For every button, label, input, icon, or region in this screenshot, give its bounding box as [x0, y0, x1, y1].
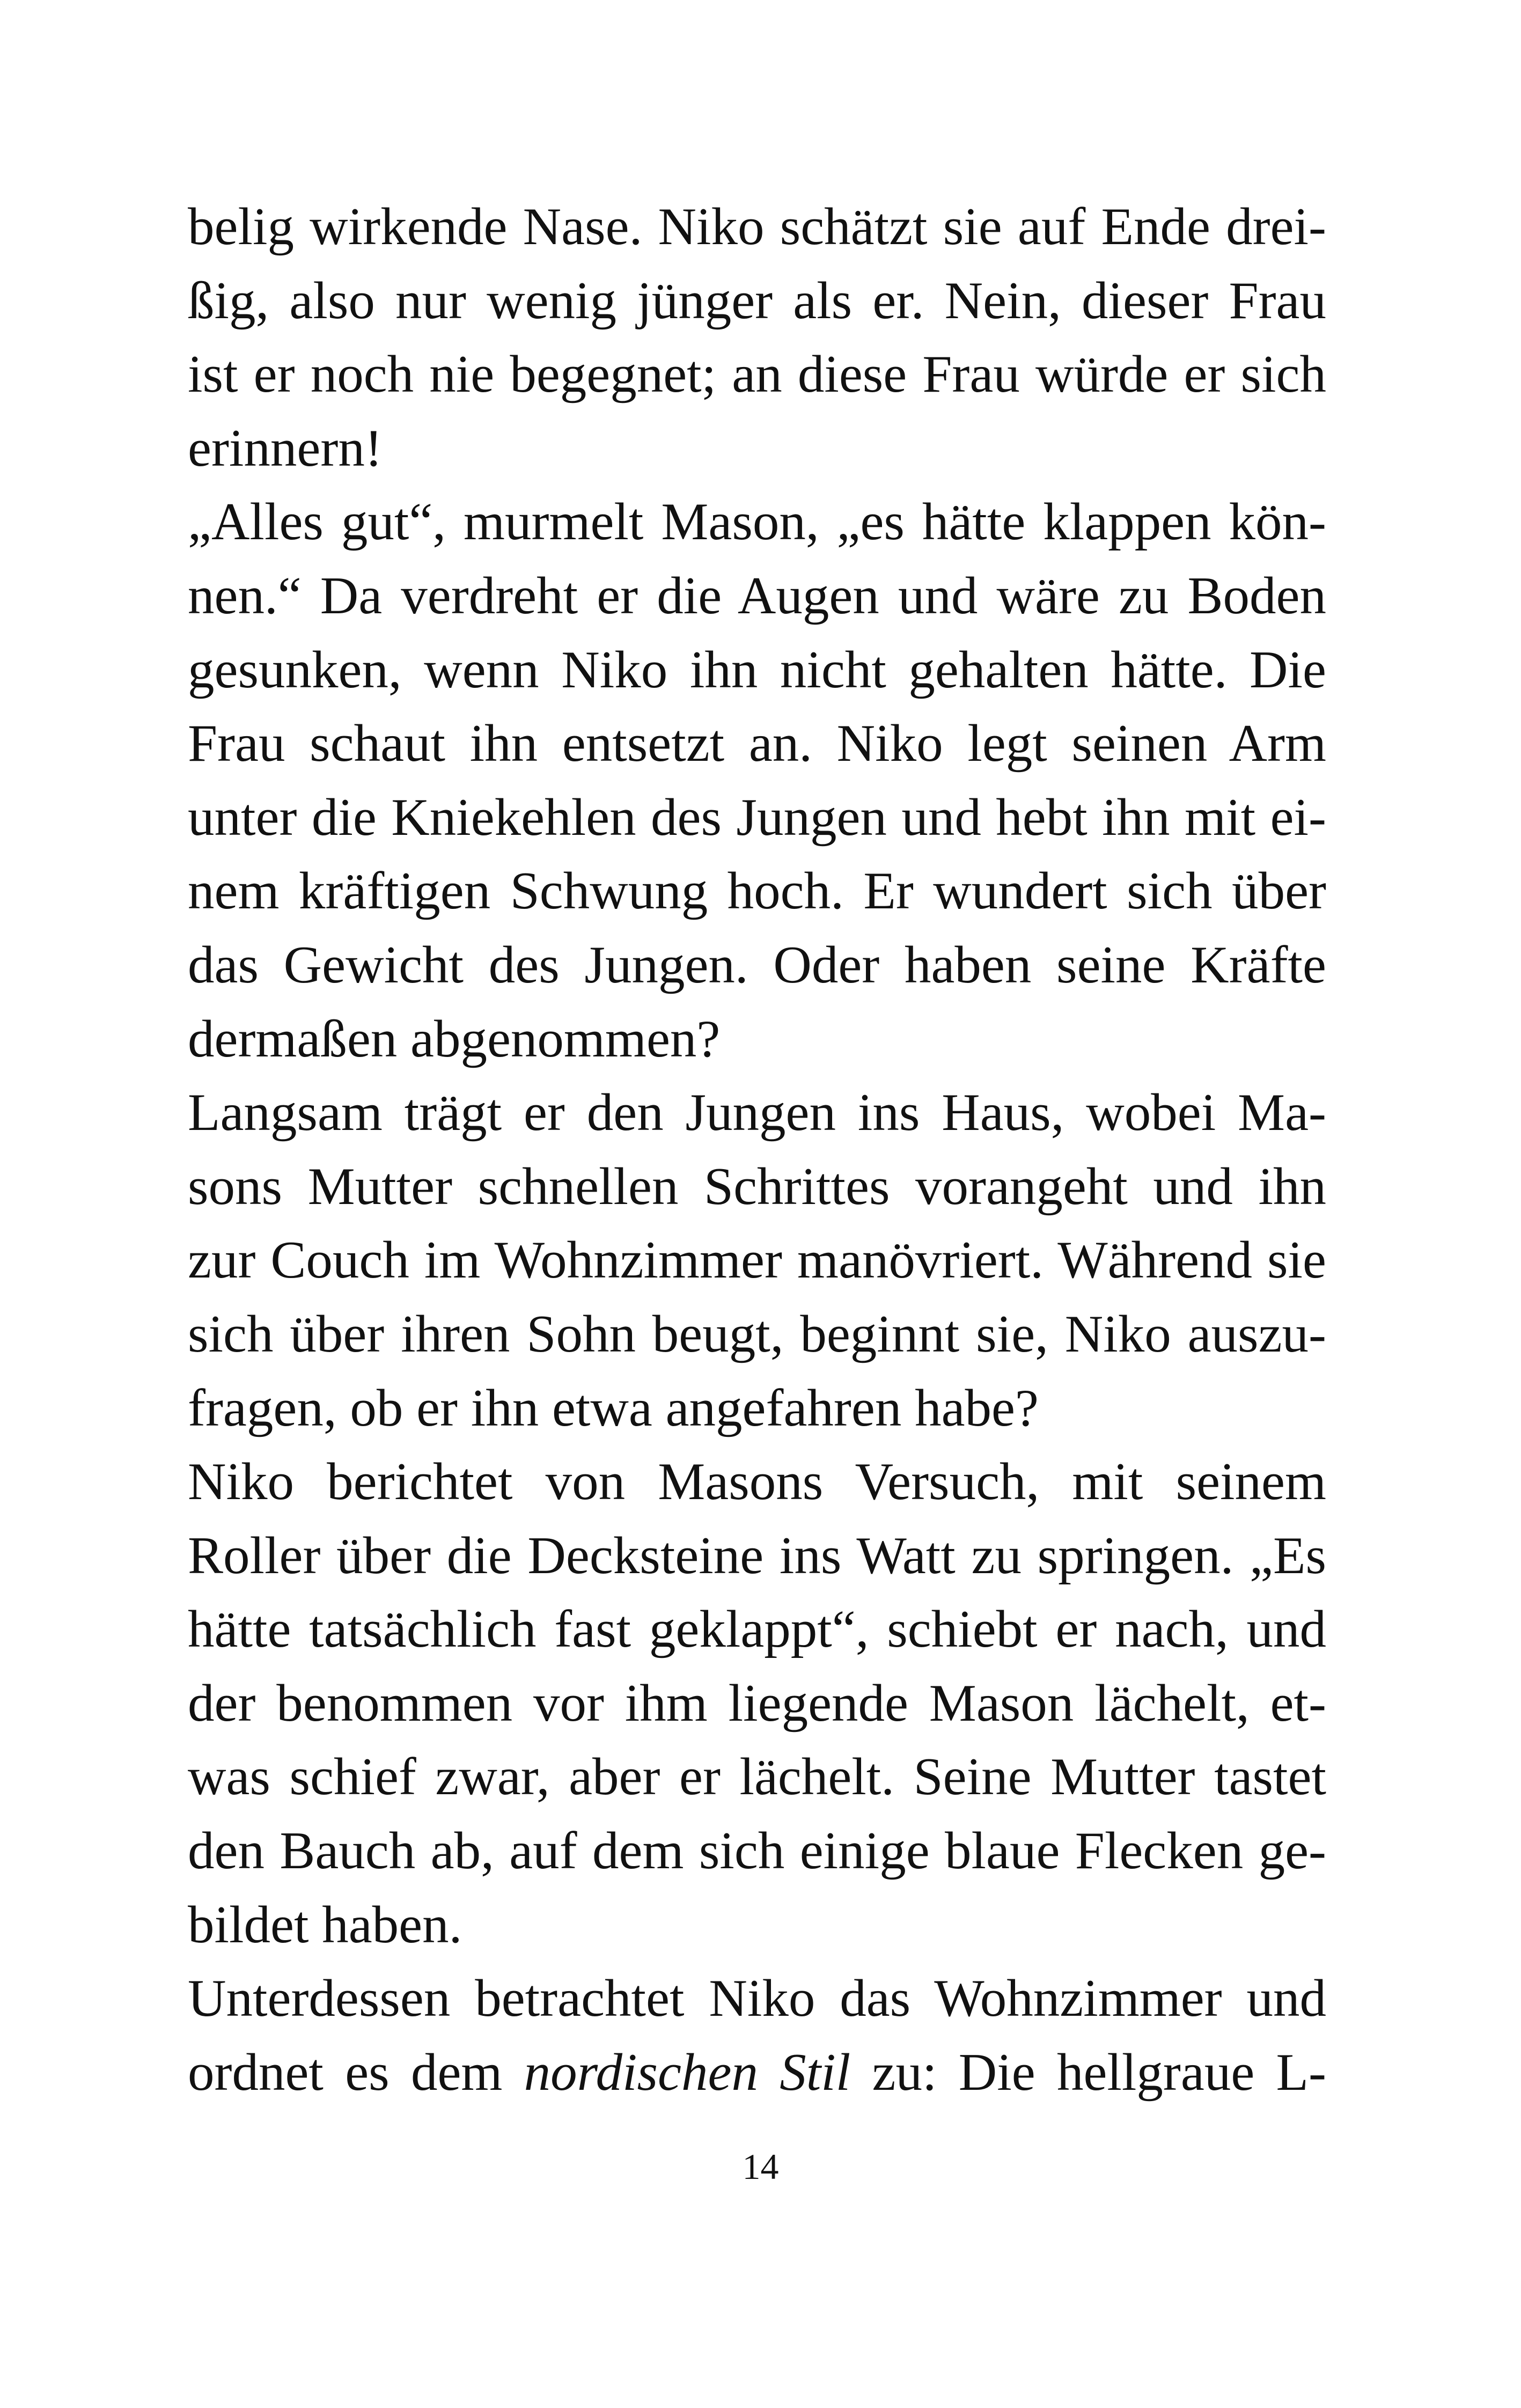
text-line: ßig, also nur wenig jünger als er. Nein, dieser Frau	[188, 271, 1326, 330]
text-line	[188, 2036, 1326, 2110]
text-line: Langsam trägt er den Jungen ins Haus, wobei Ma-	[188, 1083, 1326, 1142]
page-number: 14	[742, 2146, 779, 2187]
text-line: das Gewicht des Jungen. Oder haben seine Kräfte	[188, 935, 1326, 994]
text-line: der benommen vor ihm liegende Mason lächelt, et-	[188, 1673, 1326, 1732]
text-line: unter die Kniekehlen des Jungen und hebt ihn mit ei-	[188, 788, 1326, 847]
text-line: nen.“ Da verdreht er die Augen und wäre zu Boden	[188, 566, 1326, 625]
text-line: dermaßen abgenommen?	[188, 1009, 721, 1068]
text-line: Niko berichtet von Masons Versuch, mit seinem	[188, 1452, 1326, 1511]
text-line: nem kräftigen Schwung hoch. Er wundert sich über	[188, 862, 1326, 921]
body-text	[188, 190, 1326, 2109]
text-line: erinnern!	[188, 419, 383, 478]
text-line: belig wirkende Nase. Niko schätzt sie auf Ende drei-	[188, 197, 1326, 256]
text-line: Frau schaut ihn entsetzt an. Niko legt seinen Arm	[188, 714, 1326, 773]
text-line: gesunken, wenn Niko ihn nicht gehalten hätte. Die	[188, 640, 1326, 699]
text-line: hätte tatsächlich fast geklappt“, schiebt er nach, und	[188, 1600, 1326, 1659]
text-line: fragen, ob er ihn etwa angefahren habe?	[188, 1378, 1039, 1437]
text-line: was schief zwar, aber er lächelt. Seine Mutter tastet	[188, 1748, 1326, 1807]
text-line: Unterdessen betrachtet Niko das Wohnzimmer und	[188, 1969, 1326, 2028]
text-line: den Bauch ab, auf dem sich einige blaue Flecken ge-	[188, 1822, 1326, 1881]
text-line: zur Couch im Wohnzimmer manövriert. Während sie	[188, 1231, 1326, 1290]
italic-phrase: nordischen Stil	[524, 2043, 851, 2102]
text-line: bildet haben.	[188, 1895, 462, 1954]
text-line: ist er noch nie begegnet; an diese Frau würde er sich	[188, 345, 1326, 404]
text-line: Roller über die Decksteine ins Watt zu springen. „Es	[188, 1526, 1326, 1585]
text-line: „Alles gut“, murmelt Mason, „es hätte klappen kön-	[188, 493, 1326, 552]
text-segment: zu: Die hellgraue L-	[850, 2043, 1326, 2102]
text-line: sich über ihren Sohn beugt, beginnt sie, Niko auszu-	[188, 1304, 1326, 1363]
text-segment: ordnet es dem	[188, 2043, 524, 2102]
text-line: sons Mutter schnellen Schrittes vorangeht und ihn	[188, 1157, 1326, 1216]
